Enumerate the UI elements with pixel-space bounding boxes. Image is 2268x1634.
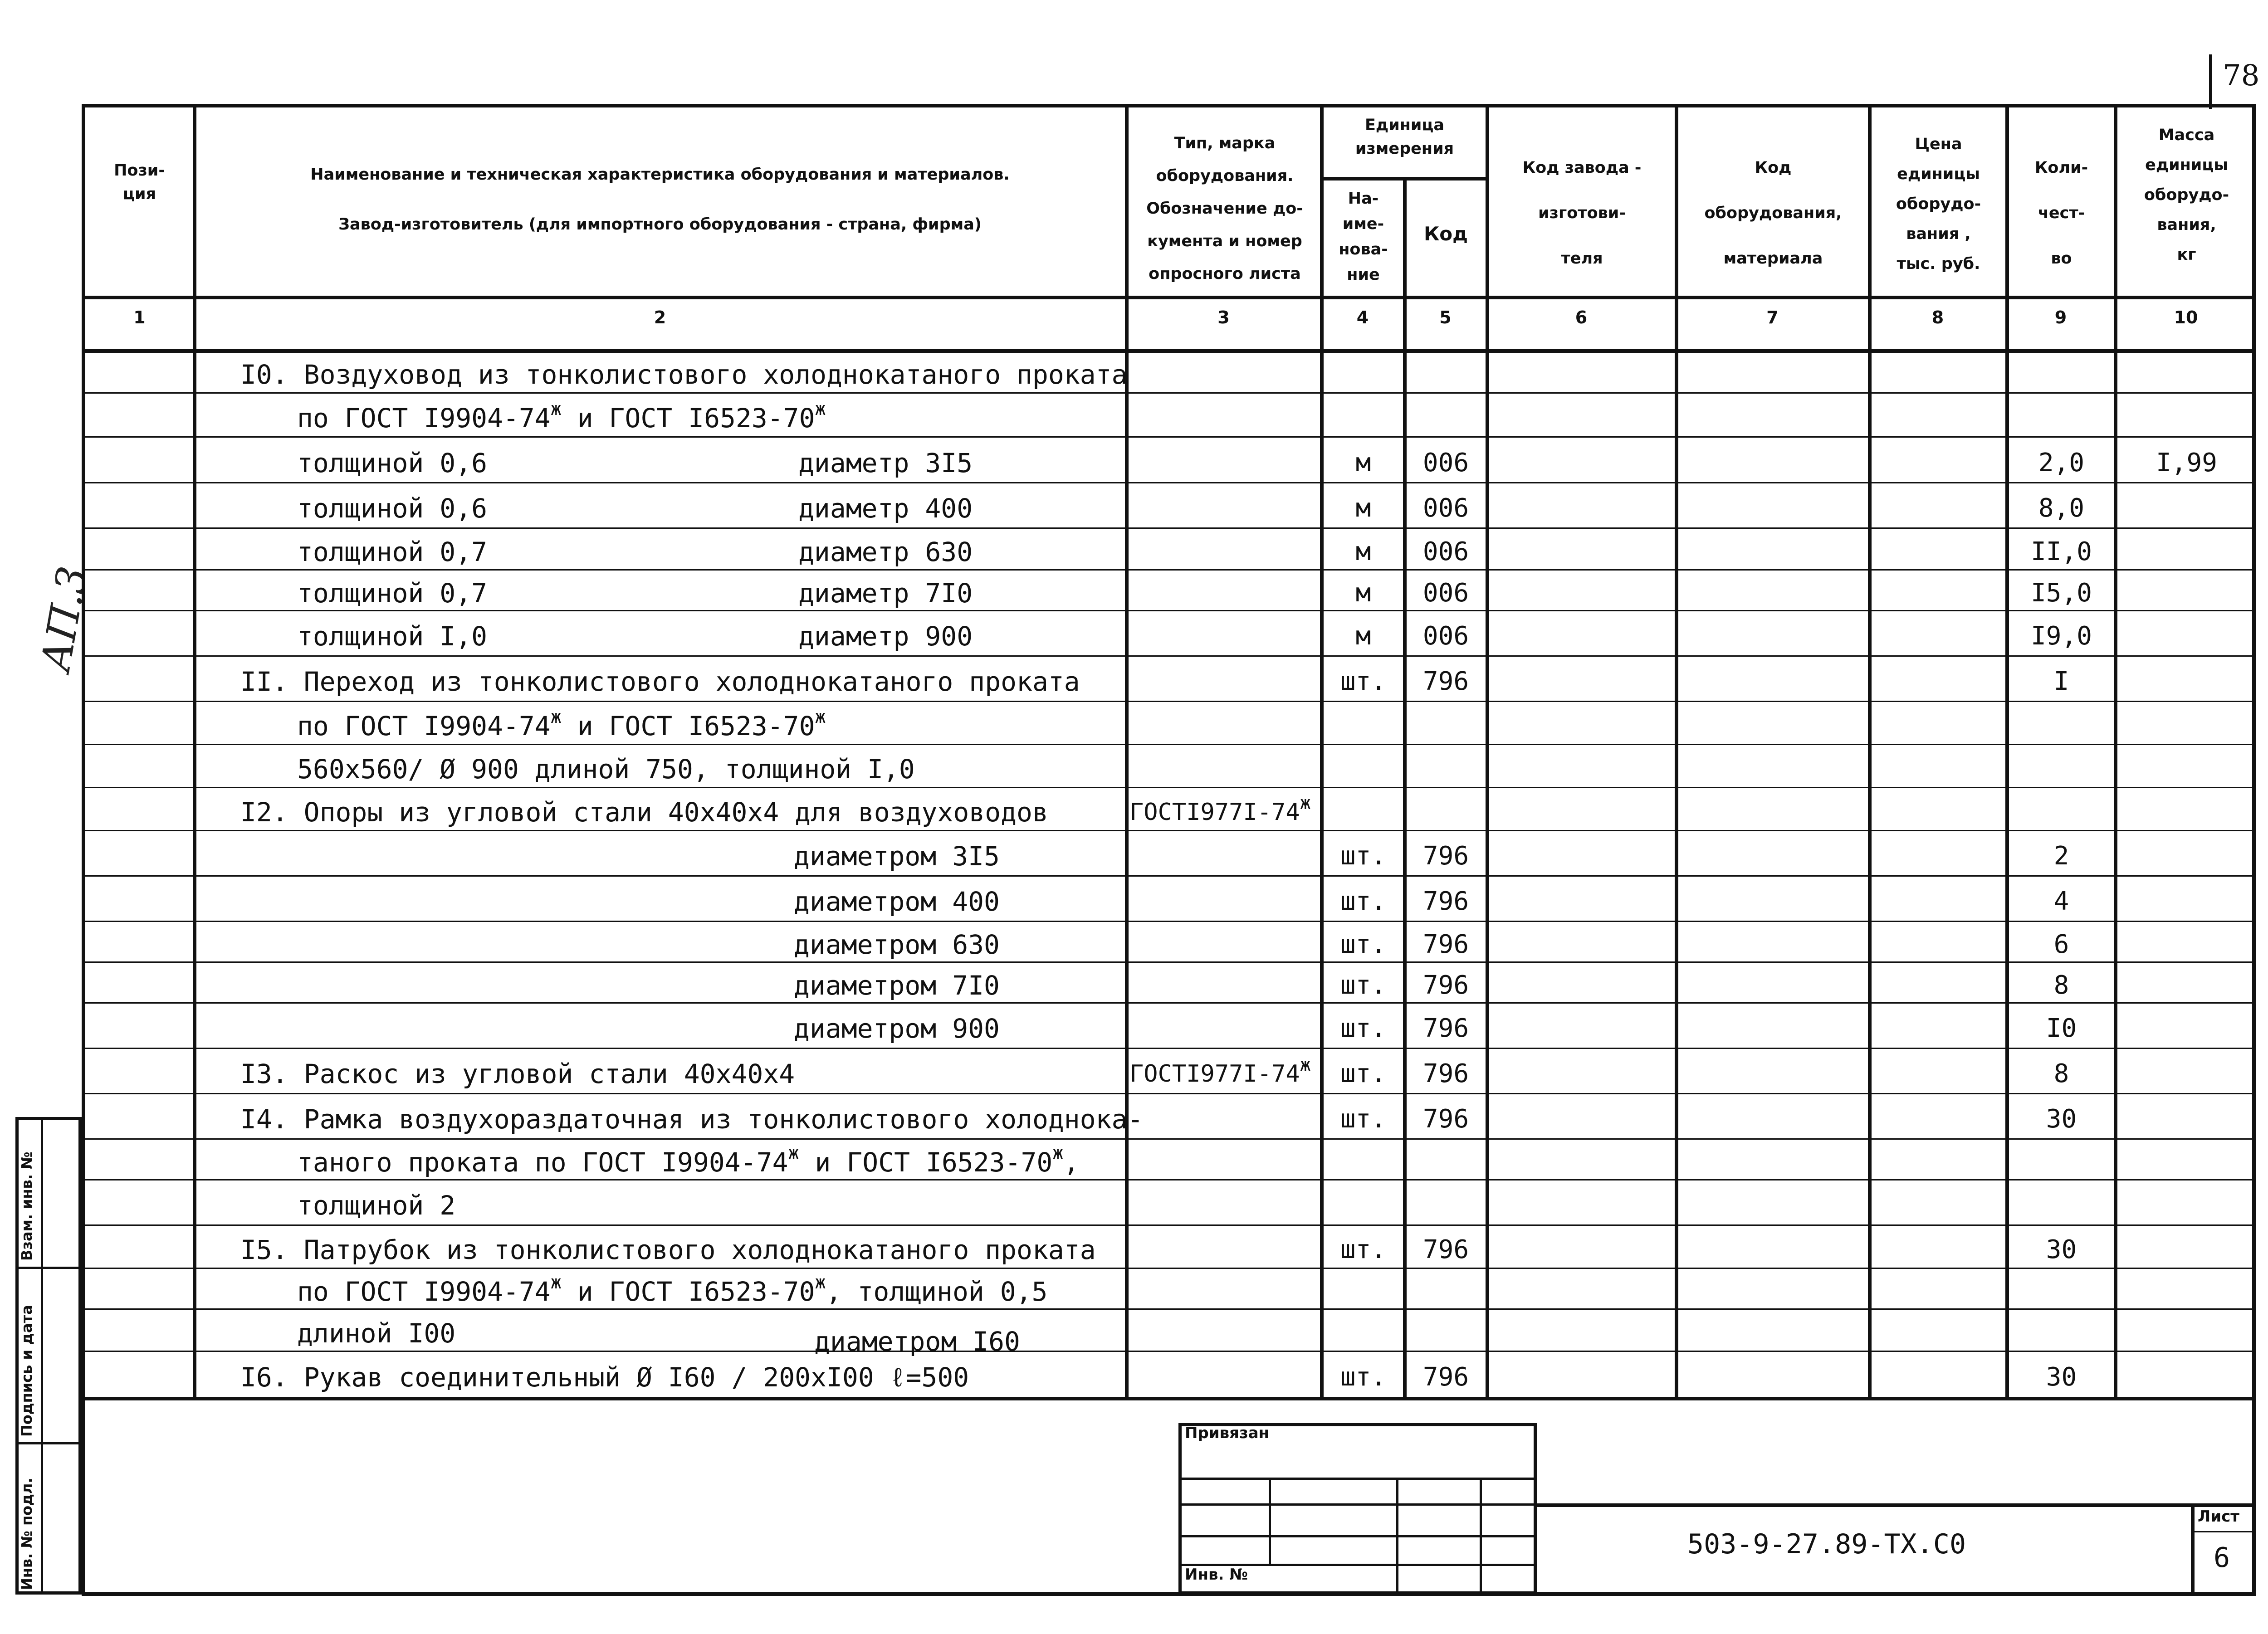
row-code: 796 bbox=[1422, 930, 1469, 959]
row-name: длиной I00 bbox=[297, 1317, 456, 1349]
row-line bbox=[82, 610, 2256, 611]
side-label-vzam: Взам. инв. № bbox=[18, 1151, 35, 1261]
left-strip-line-1 bbox=[15, 1267, 82, 1269]
row-diameter: диаметром 3I5 bbox=[794, 841, 1000, 872]
row-code: 796 bbox=[1422, 1059, 1469, 1088]
header-col4: На- име- нова- ние bbox=[1339, 190, 1388, 284]
side-note: АП.3 bbox=[32, 563, 97, 675]
row-name: толщиной I,0 bbox=[297, 621, 488, 652]
row-mass: I,99 bbox=[2156, 448, 2217, 478]
row-code: 796 bbox=[1422, 1104, 1469, 1134]
unit-header-split bbox=[1320, 177, 1486, 180]
side-label-inv-podl: Инв. № подл. bbox=[18, 1478, 35, 1590]
header-col10: Масса единицы оборудо- вания, кг bbox=[2144, 126, 2229, 264]
row-name: по ГОСТ $I9904-74^ж$ и ГОСТ $I6523-70^ж$ bbox=[297, 398, 826, 434]
row-line bbox=[82, 436, 2256, 438]
row-unit: м bbox=[1355, 621, 1371, 651]
row-code: 006 bbox=[1422, 448, 1469, 478]
row-unit: шт. bbox=[1340, 841, 1387, 871]
list-box-left bbox=[2191, 1503, 2195, 1594]
header-col1: Пози- ция bbox=[114, 161, 165, 203]
row-line bbox=[82, 787, 2256, 788]
row-unit: шт. bbox=[1340, 667, 1387, 696]
row-qty: 30 bbox=[2046, 1362, 2077, 1392]
stamp-line-2 bbox=[1178, 1503, 1537, 1506]
list-box-split bbox=[2191, 1531, 2256, 1532]
title-block-top bbox=[1535, 1503, 2256, 1507]
stamp-vline-3 bbox=[1480, 1478, 1482, 1595]
superscript: ж bbox=[550, 398, 562, 419]
row-unit: м bbox=[1355, 493, 1371, 523]
row-name: 560x560/ Ø 900 длиной 750, толщиной I,0 bbox=[297, 753, 915, 785]
colnum-1: 1 bbox=[133, 307, 146, 327]
list-label: Лист bbox=[2198, 1507, 2239, 1526]
row-diameter: диаметром I60 bbox=[814, 1326, 1020, 1357]
row-qty: 8,0 bbox=[2038, 493, 2085, 523]
row-qty: 6 bbox=[2053, 930, 2069, 959]
row-line bbox=[82, 701, 2256, 702]
row-name: I5. Патрубок из тонколистового холоднокатаного проката bbox=[240, 1234, 1096, 1265]
row-code: 006 bbox=[1422, 621, 1469, 651]
row-name: по ГОСТ $I9904-74^ж$ и ГОСТ $I6523-70^ж$, толщиной 0,5 bbox=[297, 1272, 1048, 1307]
stamp-privyazan-label: Привязан bbox=[1185, 1424, 1270, 1442]
superscript: ж bbox=[550, 1272, 562, 1293]
row-qty: II,0 bbox=[2031, 537, 2092, 566]
row-line bbox=[82, 1268, 2256, 1269]
row-name: I6. Рукав соединительный Ø I60 / 200xI00 ℓ=500 bbox=[240, 1362, 969, 1393]
side-label-podpis: Подпись и дата bbox=[18, 1305, 35, 1437]
header-col2: Наименование и техническая характеристика оборудования и материалов. Завод-изготовитель (для импортного оборудования - страна, фирма) bbox=[310, 166, 1010, 234]
superscript: ж bbox=[1300, 1054, 1311, 1075]
row-qty: 4 bbox=[2053, 887, 2069, 916]
row-name: I2. Опоры из угловой стали 40x40x4 для воздуховодов bbox=[240, 796, 1048, 828]
row-qty: 8 bbox=[2053, 1059, 2069, 1088]
row-qty: 2,0 bbox=[2038, 448, 2085, 478]
row-name: по ГОСТ $I9904-74^ж$ и ГОСТ $I6523-70^ж$ bbox=[297, 706, 826, 741]
colnum-6: 6 bbox=[1575, 307, 1588, 327]
row-unit: шт. bbox=[1340, 930, 1387, 959]
row-name: I0. Воздуховод из тонколистового холоднокатаного проката bbox=[240, 359, 1128, 390]
row-line bbox=[82, 1308, 2256, 1310]
list-number: 6 bbox=[2214, 1542, 2230, 1574]
row-code: 006 bbox=[1422, 537, 1469, 566]
superscript: ж bbox=[815, 706, 826, 727]
header-col9: Коли- чест- во bbox=[2034, 159, 2088, 268]
row-line bbox=[82, 1138, 2256, 1140]
row-name: II. Переход из тонколистового холоднокатаного проката bbox=[240, 666, 1080, 697]
row-unit: шт. bbox=[1340, 887, 1387, 916]
row-line bbox=[82, 527, 2256, 529]
row-code: 006 bbox=[1422, 493, 1469, 523]
row-name: I4. Рамка воздухораздаточная из тонколистового холоднока- bbox=[240, 1104, 1144, 1135]
row-code: 796 bbox=[1422, 667, 1469, 696]
row-line bbox=[82, 1093, 2256, 1094]
row-line bbox=[82, 655, 2256, 657]
superscript: ж bbox=[815, 398, 826, 419]
header-col5: Код bbox=[1423, 223, 1468, 245]
row-unit: шт. bbox=[1340, 1059, 1387, 1088]
row-code: 006 bbox=[1422, 578, 1469, 608]
top-right-sheet-box bbox=[2209, 54, 2214, 109]
header-col8: Цена единицы оборудо- вания , тыс. руб. bbox=[1896, 135, 1981, 273]
row-name: толщиной 0,7 bbox=[297, 537, 488, 567]
row-diameter: диаметром 630 bbox=[794, 929, 1000, 960]
superscript: ж bbox=[815, 1272, 826, 1293]
header-col3: Тип, марка оборудования. Обозначение до- кумента и номер опросного листа bbox=[1146, 134, 1303, 283]
row-diameter: диаметр 7I0 bbox=[798, 578, 973, 609]
header-col6: Код завода - изготови- теля bbox=[1522, 159, 1642, 268]
row-qty: 30 bbox=[2046, 1234, 2077, 1264]
row-qty: I5,0 bbox=[2031, 578, 2092, 608]
row-name: I3. Раскос из угловой стали 40x40x4 bbox=[240, 1058, 795, 1089]
colnum-10: 10 bbox=[2174, 307, 2198, 327]
row-line bbox=[82, 921, 2256, 922]
colnum-7: 7 bbox=[1766, 307, 1779, 327]
row-qty: I bbox=[2053, 667, 2069, 696]
row-diameter: диаметр 400 bbox=[798, 493, 973, 524]
row-qty: I0 bbox=[2046, 1014, 2077, 1043]
body-bottom-line bbox=[82, 1397, 2256, 1400]
header-col7: Код оборудования, материала bbox=[1704, 159, 1842, 268]
superscript: ж bbox=[550, 706, 562, 727]
stamp-line-1 bbox=[1178, 1478, 1537, 1480]
row-line bbox=[82, 875, 2256, 877]
row-type: $ГОСТI977I-74^ж$ bbox=[1129, 792, 1311, 826]
colnum-5: 5 bbox=[1439, 307, 1452, 327]
superscript: ж bbox=[1300, 792, 1311, 814]
row-type: $ГОСТI977I-74^ж$ bbox=[1129, 1054, 1311, 1088]
superscript: ж bbox=[788, 1143, 799, 1164]
row-diameter: диаметром 400 bbox=[794, 886, 1000, 917]
row-code: 796 bbox=[1422, 887, 1469, 916]
row-line bbox=[82, 1002, 2256, 1004]
colnum-8: 8 bbox=[1931, 307, 1944, 327]
colnum-4: 4 bbox=[1356, 307, 1369, 327]
row-line bbox=[82, 744, 2256, 745]
row-qty: 8 bbox=[2053, 971, 2069, 1000]
stamp-inv-no: Инв. № bbox=[1185, 1566, 1248, 1584]
row-code: 796 bbox=[1422, 1362, 1469, 1392]
row-unit: шт. bbox=[1340, 1014, 1387, 1043]
row-line bbox=[82, 1048, 2256, 1049]
row-unit: м bbox=[1355, 578, 1371, 608]
row-line bbox=[82, 1351, 2256, 1352]
row-name: таного проката по ГОСТ $I9904-74^ж$ и ГОСТ $I6523-70^ж$, bbox=[297, 1143, 1080, 1178]
row-name: толщиной 0,6 bbox=[297, 493, 488, 524]
top-sheet-number: 78 bbox=[2223, 59, 2260, 93]
row-qty: I9,0 bbox=[2031, 621, 2092, 651]
row-diameter: диаметром 900 bbox=[794, 1013, 1000, 1044]
row-line bbox=[82, 1224, 2256, 1226]
colnum-2: 2 bbox=[654, 307, 666, 327]
row-diameter: диаметр 3I5 bbox=[798, 447, 973, 478]
header-unit: Единица измерения bbox=[1355, 116, 1454, 158]
stamp-line-3 bbox=[1178, 1535, 1537, 1537]
numbers-bottom-line bbox=[82, 349, 2256, 353]
row-name: толщиной 2 bbox=[297, 1190, 456, 1221]
row-unit: шт. bbox=[1340, 1362, 1387, 1392]
document-code: 503-9-27.89-ТХ.С0 bbox=[1687, 1528, 1966, 1560]
stamp-vline-1 bbox=[1269, 1478, 1271, 1564]
row-line bbox=[82, 961, 2256, 963]
row-name: толщиной 0,6 bbox=[297, 447, 488, 478]
colnum-9: 9 bbox=[2054, 307, 2067, 327]
colnum-3: 3 bbox=[1217, 307, 1230, 327]
row-line bbox=[82, 482, 2256, 483]
row-code: 796 bbox=[1422, 1234, 1469, 1264]
row-diameter: диаметр 900 bbox=[798, 621, 973, 652]
row-name: толщиной 0,7 bbox=[297, 578, 488, 609]
row-diameter: диаметром 7I0 bbox=[794, 970, 1000, 1001]
row-code: 796 bbox=[1422, 841, 1469, 871]
row-unit: шт. bbox=[1340, 1104, 1387, 1134]
stamp-vline-2 bbox=[1396, 1478, 1398, 1595]
row-unit: м bbox=[1355, 537, 1371, 566]
row-code: 796 bbox=[1422, 1014, 1469, 1043]
row-line bbox=[82, 569, 2256, 571]
row-qty: 2 bbox=[2053, 841, 2069, 871]
row-unit: шт. bbox=[1340, 971, 1387, 1000]
superscript: ж bbox=[1052, 1143, 1064, 1164]
left-strip-split bbox=[41, 1117, 43, 1595]
row-unit: м bbox=[1355, 448, 1371, 478]
row-line bbox=[82, 1179, 2256, 1180]
row-line bbox=[82, 392, 2256, 394]
row-qty: 30 bbox=[2046, 1104, 2077, 1134]
header-bottom-line bbox=[82, 296, 2256, 299]
row-unit: шт. bbox=[1340, 1234, 1387, 1264]
row-code: 796 bbox=[1422, 971, 1469, 1000]
row-diameter: диаметр 630 bbox=[798, 537, 973, 567]
row-line bbox=[82, 830, 2256, 831]
left-strip-line-2 bbox=[15, 1442, 82, 1444]
